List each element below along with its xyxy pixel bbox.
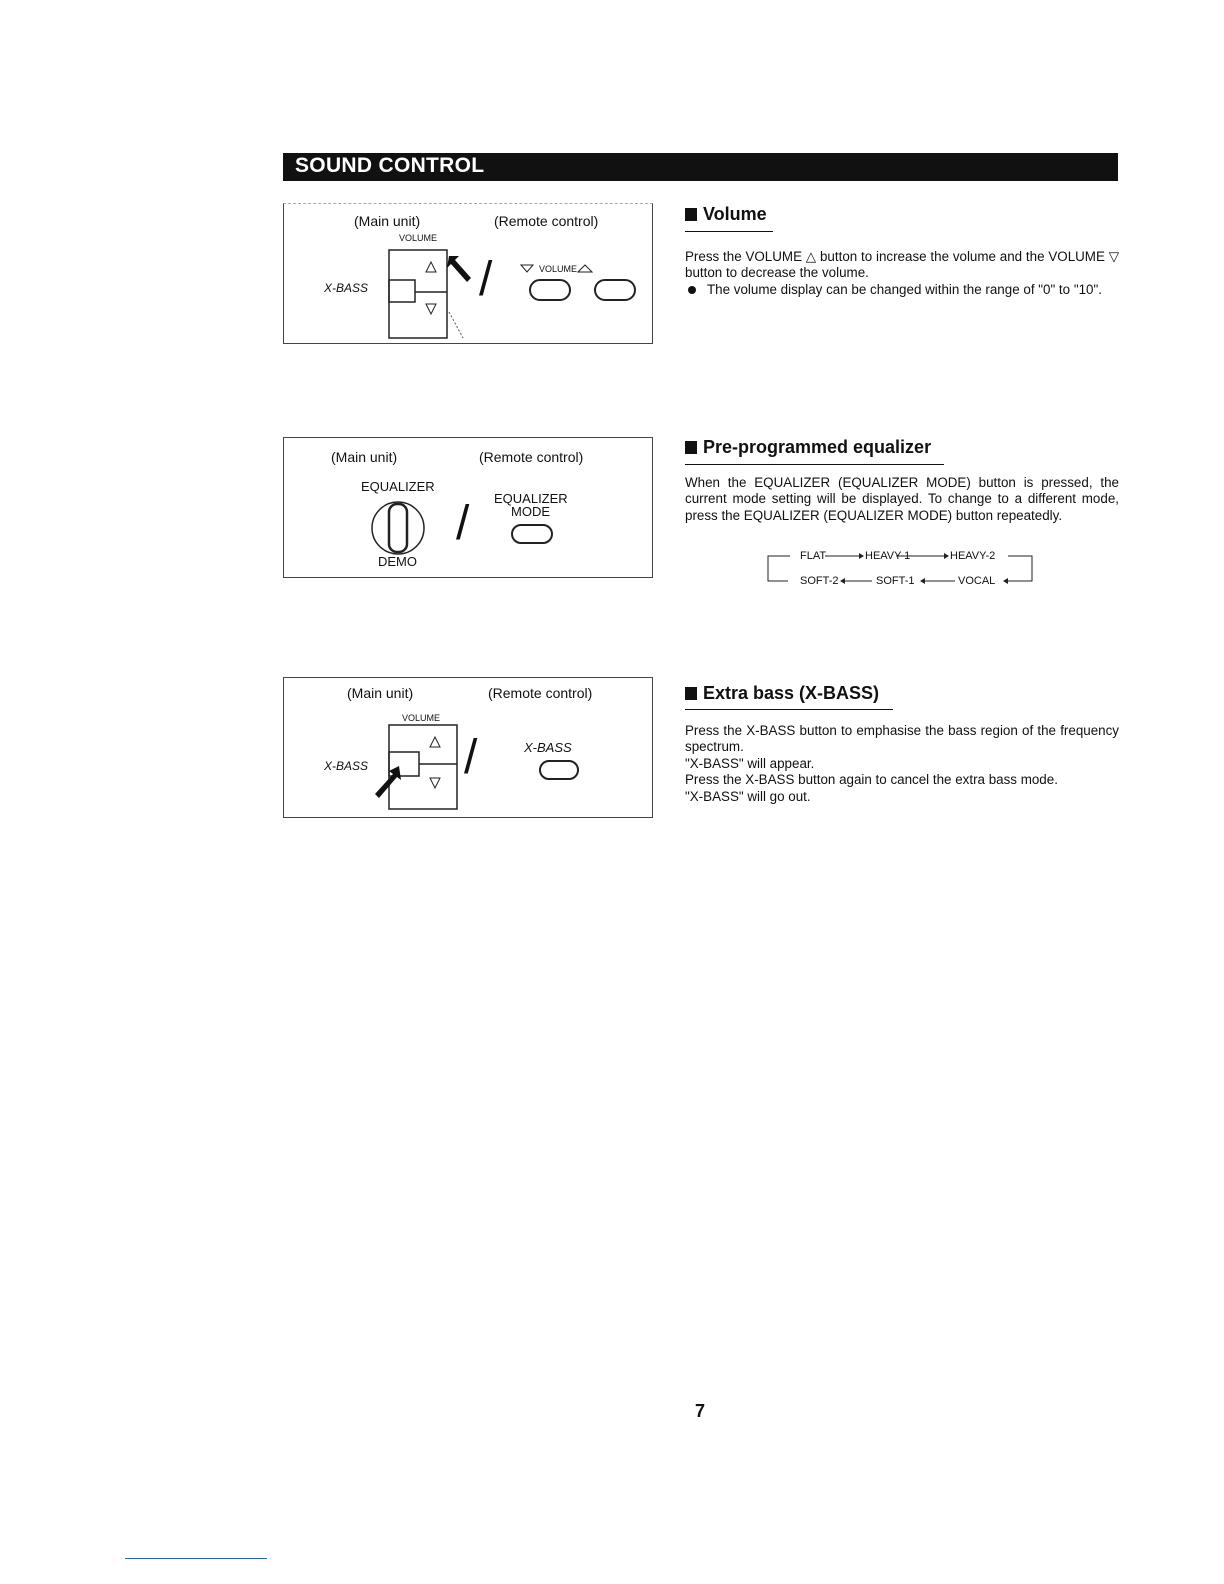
volume-description (685, 249, 1119, 298)
slash-separator: / (464, 731, 478, 784)
bullet-square-icon (685, 687, 697, 700)
mode-heavy-1: HEAVY-1 (865, 550, 911, 562)
remote-equalizer-label: EQUALIZER (494, 491, 568, 506)
mode-flat: FLAT (800, 550, 827, 562)
equalizer-figure (283, 437, 653, 578)
xbass-description (685, 723, 1119, 805)
page-number: 7 (695, 1401, 706, 1421)
remote-equalizer-mode-button[interactable] (511, 524, 553, 544)
main-unit-volume-control (379, 242, 479, 342)
main-unit-label: (Main unit) (331, 449, 398, 465)
mode-soft-1: SOFT-1 (876, 575, 915, 587)
heading-rule (685, 464, 944, 465)
mode-soft-2: SOFT-2 (800, 575, 839, 587)
main-unit-xbass-control (369, 722, 469, 817)
slash-separator: / (456, 497, 470, 550)
volume-heading: Volume (685, 204, 767, 225)
volume-up-icon (577, 264, 593, 274)
volume-label: VOLUME (399, 233, 438, 243)
mode-heavy-2: HEAVY-2 (950, 550, 996, 562)
xbass-label: X-BASS (324, 759, 369, 773)
remote-volume-label: VOLUME (539, 264, 578, 274)
xbass-line-2: "X-BASS" will appear. (685, 755, 815, 771)
volume-label: VOLUME (402, 713, 441, 723)
bullet-square-icon (685, 208, 697, 221)
remote-xbass-button[interactable] (539, 760, 579, 780)
slash-separator: / (479, 253, 493, 306)
remote-mode-label: MODE (511, 504, 550, 519)
volume-down-icon (520, 264, 534, 274)
section-title: SOUND CONTROL (295, 154, 485, 177)
section-title-bar (283, 153, 1118, 181)
volume-figure (283, 203, 653, 344)
volume-bullet: The volume display can be changed within the range of "0" to "10". (685, 282, 1119, 298)
heading-rule (685, 709, 893, 710)
bullet-square-icon (685, 441, 697, 454)
xbass-heading: Extra bass (X-BASS) (685, 683, 879, 704)
mode-vocal: VOCAL (958, 575, 996, 587)
remote-control-label: (Remote control) (488, 685, 593, 701)
equalizer-knob-icon[interactable] (368, 498, 428, 558)
remote-volume-up-button[interactable] (594, 279, 636, 301)
heading-rule (685, 231, 773, 232)
bullet-dot-icon (688, 286, 696, 294)
bottom-rule (125, 1558, 267, 1559)
xbass-line-1: Press the X-BASS button to emphasise the bass region of the frequency spectrum. (685, 723, 1119, 755)
xbass-label: X-BASS (324, 281, 369, 295)
xbass-line-4: "X-BASS" will go out. (685, 788, 811, 804)
equalizer-paragraph: When the EQUALIZER (EQUALIZER MODE) button is pressed, the current mode setting will be displayed. To change to a different mode, press the EQUALIZER (EQUALIZER MODE) button repeatedly. (685, 475, 1119, 523)
equalizer-description (685, 475, 1119, 524)
main-unit-label: (Main unit) (354, 213, 421, 229)
demo-label: DEMO (378, 554, 417, 569)
xbass-line-3: Press the X-BASS button again to cancel the extra bass mode. (685, 772, 1058, 788)
remote-xbass-label: X-BASS (524, 740, 572, 755)
xbass-figure (283, 677, 653, 818)
volume-paragraph: Press the VOLUME △ button to increase the volume and the VOLUME ▽ button to decrease the volume. (685, 249, 1119, 281)
equalizer-heading: Pre-programmed equalizer (685, 437, 931, 458)
main-unit-label: (Main unit) (347, 685, 414, 701)
equalizer-label: EQUALIZER (361, 479, 435, 494)
remote-control-label: (Remote control) (479, 449, 584, 465)
remote-control-label: (Remote control) (494, 213, 599, 229)
remote-volume-down-button[interactable] (529, 279, 571, 301)
